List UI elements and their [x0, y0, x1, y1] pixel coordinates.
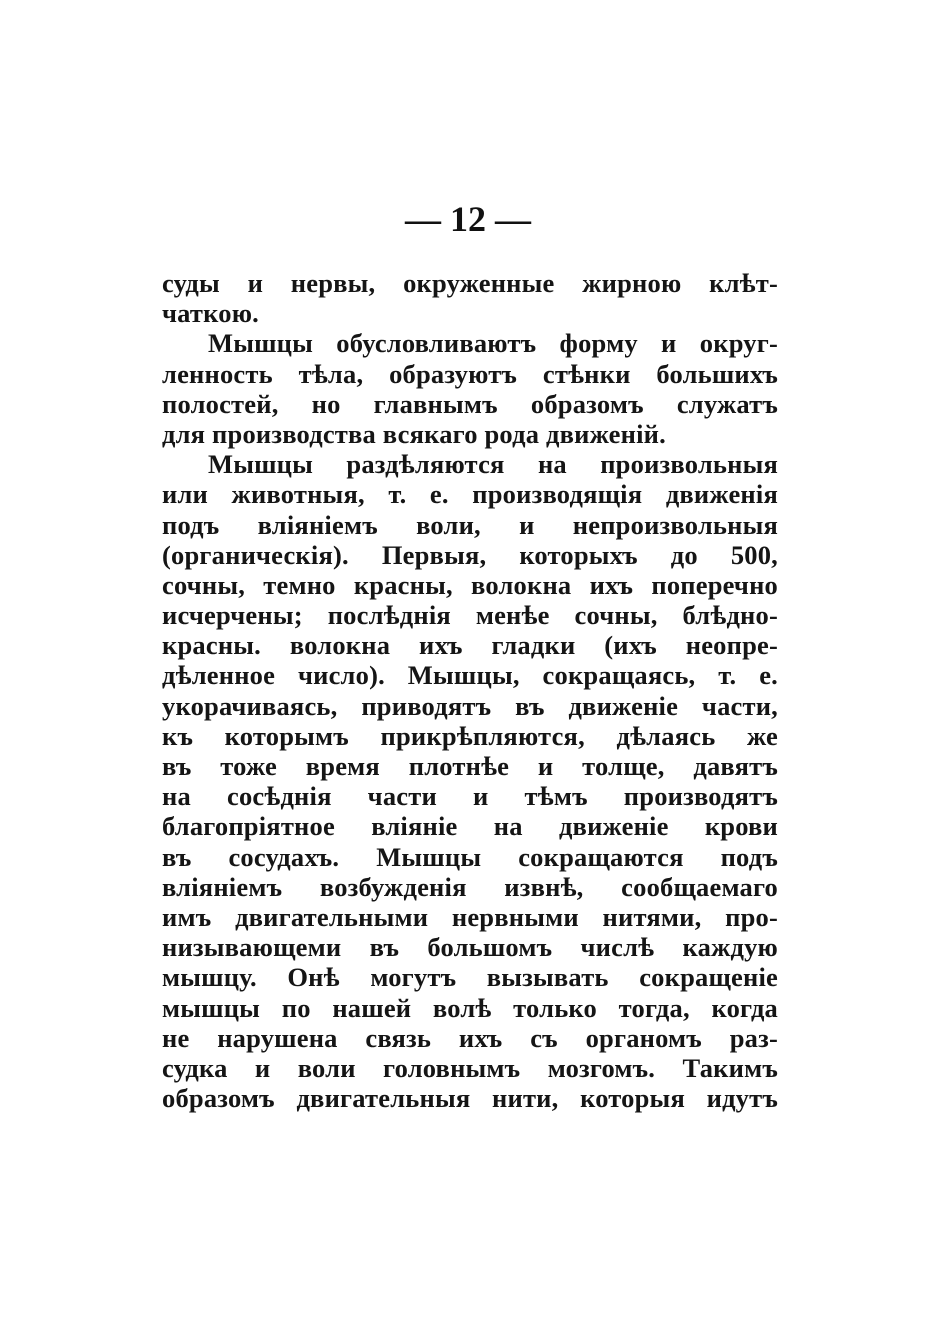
text-line: или животныя, т. е. производящія движенія [162, 479, 778, 510]
text-line: судка и воли головнымъ мозгомъ. Такимъ [162, 1052, 778, 1083]
text-line: въ сосудахъ. Мышцы сокращаются подъ [162, 841, 778, 872]
text-line: въ тоже время плотнѣе и толще, давятъ [162, 751, 778, 781]
text-line: образомъ двигательныя нити, которыя идутъ [162, 1083, 778, 1114]
text-line: мышцу. Онѣ могутъ вызывать сокращеніе [162, 962, 778, 993]
text-line: дѣленное число). Мышцы, сокращаясь, т. е. [162, 660, 778, 691]
text-line: благопріятное вліяніе на движеніе крови [162, 811, 778, 842]
text-line: низывающеми въ большомъ числѣ каждую [162, 932, 778, 963]
text-line: имъ двигательными нервными нитями, про- [162, 901, 778, 932]
text-line: Мышцы раздѣляются на произвольныя [208, 449, 778, 480]
text-line: суды и нервы, окруженные жирною клѣт- [162, 268, 778, 298]
text-line: Мышцы обусловливаютъ форму и округ- [208, 328, 778, 359]
text-line: вліяніемъ возбужденія извнѣ, сообщаемаго [162, 871, 778, 902]
text-line: къ которымъ прикрѣпляются, дѣлаясь же [162, 720, 778, 751]
text-line: полостей, но главнымъ образомъ служатъ [162, 388, 778, 419]
text-line: красны. волокна ихъ гладки (ихъ неопре- [162, 630, 778, 661]
text-line: мышцы по нашей волѣ только тогда, когда [162, 992, 778, 1023]
text-line: ленность тѣла, образуютъ стѣнки большихъ [162, 358, 778, 389]
text-line: на сосѣднія части и тѣмъ производятъ [162, 781, 778, 812]
text-line: исчерчены; послѣднія менѣе сочны, блѣдно- [162, 600, 778, 631]
text-line: не нарушена связь ихъ съ органомъ раз- [162, 1022, 778, 1053]
text-line: подъ вліяніемъ воли, и непроизвольныя [162, 509, 778, 540]
body-text [162, 268, 778, 1113]
text-line: для производства всякаго рода движеній. [162, 418, 666, 449]
page-number: — 12 — [405, 199, 531, 239]
text-line: чаткою. [162, 298, 259, 329]
text-line: (органическія). Первыя, которыхъ до 500, [162, 539, 778, 570]
text-line: сочны, темно красны, волокна ихъ поперечно [162, 569, 778, 600]
text-line: укорачиваясь, приводятъ въ движеніе части, [162, 690, 778, 721]
